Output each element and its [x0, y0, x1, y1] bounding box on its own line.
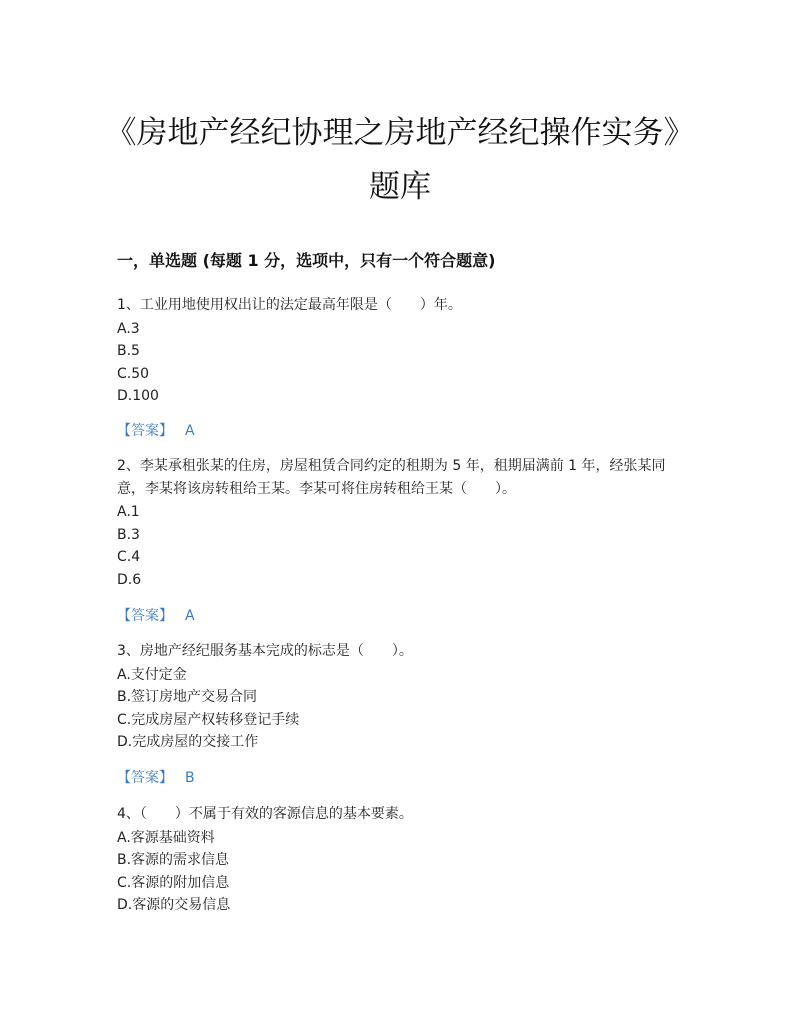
section-heading: 一，单选题 (每题 1 分，选项中，只有一个符合题意)	[117, 251, 496, 270]
answer-label: 【答案】	[117, 770, 173, 786]
option-c: C.50	[117, 365, 150, 382]
option-b: B.客源的需求信息	[117, 852, 230, 868]
question-2	[117, 455, 687, 591]
option-a: A.1	[117, 504, 140, 520]
option-a: A.支付定金	[117, 666, 187, 683]
question-text: 1、工业用地使用权出让的法定最高年限是（ ）年。	[117, 297, 462, 313]
option-d: D.100	[117, 388, 159, 404]
answer-3	[117, 767, 195, 787]
option-b: B.3	[117, 526, 140, 543]
option-d: D.完成房屋的交接工作	[117, 734, 259, 750]
option-b: B.5	[117, 343, 140, 359]
question-text: 4、（ ）不属于有效的客源信息的基本要素。	[117, 806, 413, 822]
question-text: 2、李某承租张某的住房，房屋租赁合同约定的租期为 5 年，租期届满前 1 年，经张某同意，李某将该房转租给王某。李某可将住房转租给王某（ ）。	[117, 458, 666, 497]
option-d: D.客源的交易信息	[117, 897, 231, 913]
answer-2	[117, 605, 195, 625]
question-1	[117, 294, 687, 408]
question-text: 3、房地产经纪服务基本完成的标志是（ ）。	[117, 643, 413, 659]
answer-label: 【答案】	[117, 608, 173, 624]
answer-value: A	[185, 608, 195, 624]
option-b: B.签订房地产交易合同	[117, 689, 258, 705]
document-title: 《房地产经纪协理之房地产经纪操作实务》题库	[105, 115, 695, 205]
option-a: A.客源基础资料	[117, 829, 215, 846]
answer-value: A	[185, 423, 195, 439]
question-3	[117, 640, 687, 754]
answer-1	[117, 420, 195, 440]
option-c: C.客源的附加信息	[117, 874, 230, 891]
option-c: C.4	[117, 549, 141, 565]
option-d: D.6	[117, 571, 142, 588]
question-4	[117, 803, 687, 917]
option-a: A.3	[117, 320, 140, 337]
answer-label: 【答案】	[117, 423, 173, 439]
option-c: C.完成房屋产权转移登记手续	[117, 711, 300, 728]
answer-value: B	[185, 770, 195, 786]
